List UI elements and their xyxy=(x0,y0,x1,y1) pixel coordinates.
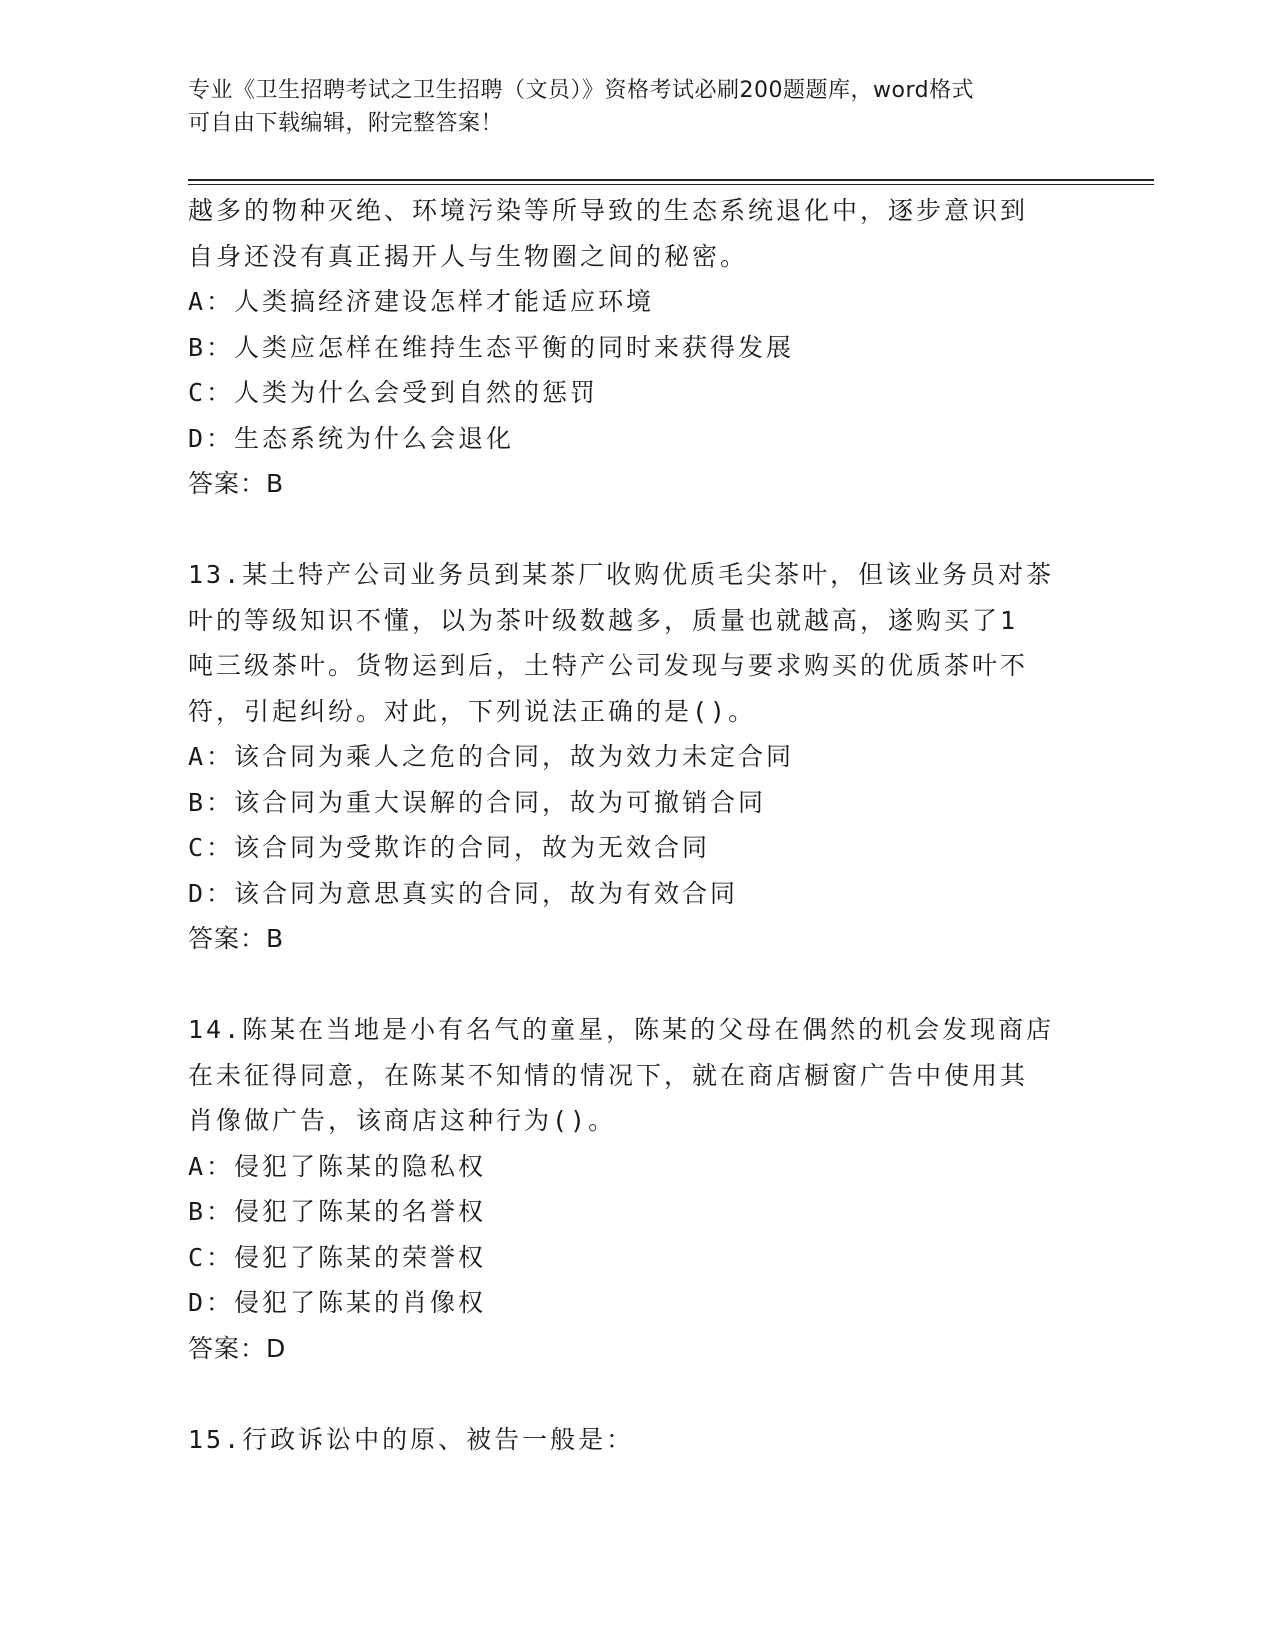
question-text-line: 符，引起纠纷。对此，下列说法正确的是()。 xyxy=(188,696,757,726)
option-d: D：该合同为意思真实的合同，故为有效合同 xyxy=(188,878,739,908)
question-list xyxy=(188,188,1088,1462)
header-rule-thick xyxy=(188,179,1154,181)
question-text-line: 13.某土特产公司业务员到某茶厂收购优质毛尖茶叶，但该业务员对茶 xyxy=(188,560,1055,589)
header-rule-thin xyxy=(188,184,1154,185)
question-text-line: 越多的物种灭绝、环境污染等所导致的生态系统退化中，逐步意识到 xyxy=(188,196,1029,225)
question-text-line: 14.陈某在当地是小有名气的童星，陈某的父母在偶然的机会发现商店 xyxy=(188,1015,1055,1044)
header-line-1: 专业《卫生招聘考试之卫生招聘（文员）》资格考试必刷200题题库，word格式 xyxy=(188,78,975,103)
option-c: C：该合同为受欺诈的合同，故为无效合同 xyxy=(188,833,711,862)
option-a: A：人类搞经济建设怎样才能适应环境 xyxy=(188,287,655,316)
answer-line: 答案：B xyxy=(188,469,285,498)
question-block-14 xyxy=(188,1007,1088,1371)
question-text-line: 在未征得同意，在陈某不知情的情况下，就在商店橱窗广告中使用其 xyxy=(188,1060,1029,1090)
option-d: D：侵犯了陈某的肖像权 xyxy=(188,1288,487,1317)
answer-line: 答案：D xyxy=(188,1333,287,1363)
option-a: A：侵犯了陈某的隐私权 xyxy=(188,1151,487,1181)
answer-line: 答案：B xyxy=(188,924,285,953)
question-spacer xyxy=(188,962,1088,1008)
question-block-15 xyxy=(188,1417,1088,1463)
question-block-13 xyxy=(188,552,1088,962)
question-spacer xyxy=(188,507,1088,553)
option-b: B：人类应怎样在维持生态平衡的同时来获得发展 xyxy=(188,332,795,362)
question-spacer xyxy=(188,1371,1088,1417)
question-text-line: 15.行政诉讼中的原、被告一般是： xyxy=(188,1424,635,1454)
option-d: D：生态系统为什么会退化 xyxy=(188,423,515,453)
option-b: B：侵犯了陈某的名誉权 xyxy=(188,1197,487,1226)
header-line-2: 可自由下载编辑，附完整答案！ xyxy=(188,111,504,136)
document-header xyxy=(188,74,1088,140)
option-b: B：该合同为重大误解的合同，故为可撤销合同 xyxy=(188,787,767,817)
question-text-line: 肖像做广告，该商店这种行为()。 xyxy=(188,1106,617,1135)
question-text-line: 叶的等级知识不懂，以为茶叶级数越多，质量也就越高，遂购买了1 xyxy=(188,605,1019,635)
question-text-line: 自身还没有真正揭开人与生物圈之间的秘密。 xyxy=(188,241,749,271)
option-c: C：人类为什么会受到自然的惩罚 xyxy=(188,378,599,407)
option-c: C：侵犯了陈某的荣誉权 xyxy=(188,1242,487,1272)
question-text-line: 吨三级茶叶。货物运到后，土特产公司发现与要求购买的优质茶叶不 xyxy=(188,651,1029,680)
question-block-continued xyxy=(188,188,1088,507)
option-a: A：该合同为乘人之危的合同，故为效力未定合同 xyxy=(188,742,795,771)
